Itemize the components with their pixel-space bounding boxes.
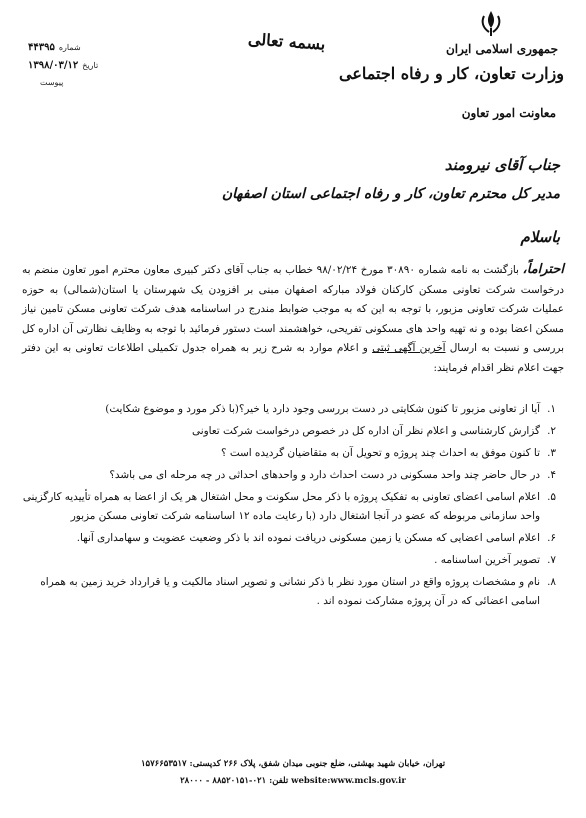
- list-item: [20, 488, 556, 526]
- item-text: اعلام اسامی اعضایی که مسکن یا زمین مسکونی دریافت نموده اند با ذکر وضعیت عضویت و سهامداری آنها.: [76, 532, 540, 544]
- request-items-list: [20, 400, 556, 614]
- bismillah: بسمه تعالی: [247, 29, 326, 54]
- list-item: [20, 444, 556, 463]
- item-text: نام و مشخصات پروژه واقع در استان مورد نظر با ذکر نشانی و تصویر اسناد مالکیت و یا قرارداد خرید زمین به همراه اسامی اعضائی که در آن پروژه مشارکت نموده اند .: [40, 576, 540, 607]
- item-number: ۲.: [547, 425, 556, 437]
- letter-date-value: ۱۳۹۸/۰۳/۱۲: [28, 60, 79, 71]
- item-number: ۳.: [547, 447, 556, 459]
- letter-footer: [140, 756, 446, 790]
- item-number: ۷.: [547, 554, 556, 566]
- body-paragraph: [22, 260, 564, 378]
- ministry-name: وزارت تعاون، کار و رفاه اجتماعی: [339, 64, 564, 83]
- country-name: جمهوری اسلامی ایران: [445, 42, 558, 56]
- footer-address: تهران، خیابان شهید بهشتی، ضلع جنوبی میدان شفق، پلاک ۲۶۶ کدپستی: ۱۵۷۶۶۵۳۵۱۷: [140, 759, 446, 769]
- item-text: تصویر آخرین اساسنامه .: [434, 554, 540, 566]
- item-text: اعلام اسامی اعضای تعاونی به تفکیک پروژه با ذکر محل سکونت و محل اشتغال هر یک از اعضا به همراه تأییدیه کارگزینی واحد سازمانی مربوطه که عضو در آنجا اشتغال دارد (با رعایت ماده ۱۲ اساسنامه شرکت تعاونی مسکن مزبور: [22, 491, 540, 522]
- item-text: در حال حاضر چند واحد مسکونی در دست احداث دارد و واحدهای احداثی در چه مرحله ای می باشد؟: [109, 469, 540, 481]
- letter-attachment-label: پیوست: [40, 78, 64, 87]
- deputy-office: معاونت امور تعاون: [461, 106, 556, 120]
- letter-attachment: [40, 78, 63, 87]
- addressee-name: جناب آقای نیرومند: [444, 156, 560, 174]
- letter-body: [22, 260, 564, 378]
- item-text: گزارش کارشناسی و اعلام نظر آن اداره کل در خصوص درخواست شرکت تعاونی: [192, 425, 540, 437]
- letter-number: [28, 42, 81, 53]
- item-number: ۴.: [547, 469, 556, 481]
- body-text-part2: و اعلام موارد به شرح زیر به همراه جدول تکمیلی اطلاعات تعاونی به این دفتر جهت اعلام نظر اقدام فرمایند:: [22, 342, 564, 374]
- list-item: [20, 573, 556, 611]
- greeting: باسلام: [520, 228, 560, 246]
- item-number: ۶.: [547, 532, 556, 544]
- item-text: آیا از تعاونی مزبور تا کنون شکایتی در دست بررسی وجود دارد یا خیر؟(با ذکر مورد و موضوع شکایت): [105, 403, 540, 415]
- letter-number-value: ۴۴۳۹۵: [28, 42, 55, 53]
- list-item: [20, 551, 556, 570]
- body-text-part1: بازگشت به نامه شماره ۳۰۸۹۰ مورخ ۹۸/۰۲/۲۴ خطاب به جناب آقای دکتر کبیری معاون محترم امور تعاون منضم به درخواست شرکت تعاونی مسکن کارکنان فولاد مبارکه اصفهان مبنی بر افزودن یک شهرستان یا استان(شمالی) به حوزه عملیات شرکت تعاونی مزبور، با توجه به این که به موجب ضوابط مندرج در اساسنامه هدف شرکت تعاونی مسکن تامین نیاز مسکن اعضا بوده و نه تهیه واحد های مسکونی تفریحی، خواهشمند است دستور فرمائید با توجه به وظایف نظارتی آن اداره کل بررسی و نسبت به ارسال: [22, 264, 564, 354]
- footer-contact: website:www.mcls.gov.ir تلفن: ۰۲۱-۸۸۵۲۰۱۵۱ - ۲۸۰۰۰: [180, 776, 406, 786]
- list-item: [20, 422, 556, 441]
- item-text: تا کنون موفق به احداث چند پروژه و تحویل آن به متقاضیان گردیده است ؟: [221, 447, 540, 459]
- letter-date: [28, 60, 98, 71]
- item-number: ۱.: [547, 403, 556, 415]
- intro-word: احتراماً،: [522, 262, 565, 277]
- item-number: ۸.: [547, 576, 556, 588]
- addressee-title: مدیر کل محترم تعاون، کار و رفاه اجتماعی استان اصفهان: [221, 186, 560, 202]
- body-underlined-text: آخرین آگهی ثبتی: [372, 342, 446, 354]
- list-item: [20, 400, 556, 419]
- item-number: ۵.: [547, 491, 556, 503]
- letter-number-label: شماره: [58, 43, 81, 52]
- list-item: [20, 529, 556, 548]
- list-item: [20, 466, 556, 485]
- iran-emblem-icon: [476, 8, 506, 38]
- letter-date-label: تاریخ: [82, 61, 99, 70]
